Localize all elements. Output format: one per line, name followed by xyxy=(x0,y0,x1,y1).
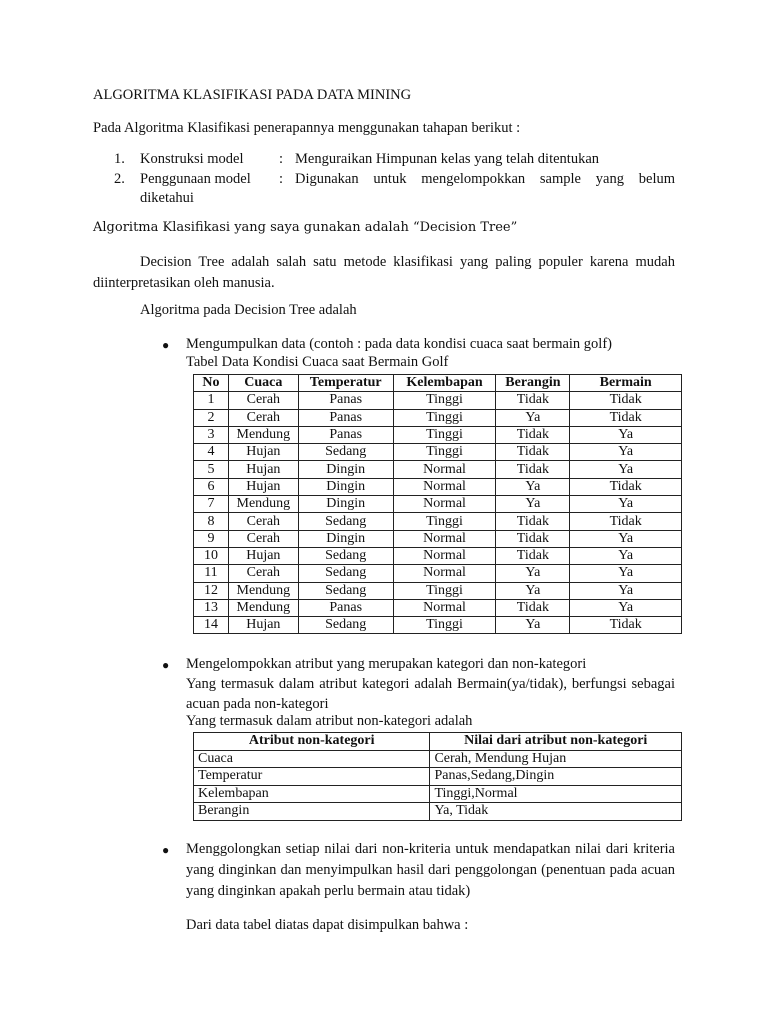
step-2-number: 2. xyxy=(114,171,125,187)
table-cell: Dingin xyxy=(298,478,393,495)
table-cell: Mendung xyxy=(228,599,298,616)
table-row xyxy=(194,409,682,426)
table-cell: Normal xyxy=(393,530,496,547)
column-header: Cuaca xyxy=(228,375,298,392)
table-cell: 2 xyxy=(194,409,229,426)
column-header: Temperatur xyxy=(298,375,393,392)
table-cell: 14 xyxy=(194,617,229,634)
table-cell: Hujan xyxy=(228,478,298,495)
step-1-number: 1. xyxy=(114,151,125,167)
table-cell: Cerah xyxy=(228,409,298,426)
table-1-caption: Tabel Data Kondisi Cuaca saat Bermain Golf xyxy=(186,354,449,370)
table-row xyxy=(194,496,682,513)
bullet-2-icon: ● xyxy=(162,658,170,672)
weather-data-table xyxy=(193,374,682,634)
table-cell: 5 xyxy=(194,461,229,478)
table-cell: Ya xyxy=(570,599,682,616)
table-cell: Cuaca xyxy=(194,750,430,768)
table-cell: Tidak xyxy=(570,513,682,530)
table-cell: Tinggi xyxy=(393,617,496,634)
step-1-name: Konstruksi model xyxy=(140,151,244,167)
table-cell: 1 xyxy=(194,392,229,409)
decision-tree-algorithm-heading: Algoritma pada Decision Tree adalah xyxy=(140,302,357,318)
table-cell: Panas,Sedang,Dingin xyxy=(430,768,682,786)
bullet-2-last-line: Yang termasuk dalam atribut non-kategori adalah xyxy=(186,713,473,729)
table-cell: Cerah xyxy=(228,565,298,582)
table-cell: Sedang xyxy=(298,582,393,599)
table-row xyxy=(194,461,682,478)
table-cell: Tidak xyxy=(496,513,570,530)
table-row xyxy=(194,530,682,547)
table-cell: Berangin xyxy=(194,803,430,821)
table-cell: Ya xyxy=(570,582,682,599)
table-cell: Normal xyxy=(393,478,496,495)
step-2-name: Penggunaan model xyxy=(140,171,251,187)
step-2-description: Digunakan untuk mengelompokkan sample yang belum xyxy=(295,171,675,187)
table-cell: Tinggi xyxy=(393,582,496,599)
table-cell: Normal xyxy=(393,599,496,616)
table-cell: Cerah xyxy=(228,392,298,409)
table-row xyxy=(194,392,682,409)
table-cell: Sedang xyxy=(298,444,393,461)
table-cell: Sedang xyxy=(298,513,393,530)
table-cell: Panas xyxy=(298,426,393,443)
table-cell: 8 xyxy=(194,513,229,530)
table-cell: 6 xyxy=(194,478,229,495)
table-cell: Tidak xyxy=(496,461,570,478)
table-cell: 12 xyxy=(194,582,229,599)
table-cell: Ya xyxy=(496,617,570,634)
intro-text: Pada Algoritma Klasifikasi penerapannya menggunakan tahapan berikut : xyxy=(93,120,521,136)
table-cell: Dingin xyxy=(298,461,393,478)
table-cell: Ya xyxy=(570,461,682,478)
table-cell: Tidak xyxy=(496,392,570,409)
table-cell: Cerah xyxy=(228,513,298,530)
decision-tree-paragraph: Decision Tree adalah salah satu metode klasifikasi yang paling populer karena mudah diinterpretasikan oleh manusia. xyxy=(93,254,675,291)
table-cell: Tidak xyxy=(496,599,570,616)
bullet-2-paragraph: Yang termasuk dalam atribut kategori adalah Bermain(ya/tidak), berfungsi sebagai acuan pada non-kategori xyxy=(186,676,675,712)
table-cell: Mendung xyxy=(228,496,298,513)
table-cell: Tidak xyxy=(570,617,682,634)
table-row xyxy=(194,513,682,530)
table-row xyxy=(194,599,682,616)
step-2-colon: : xyxy=(279,171,284,187)
table-cell: Sedang xyxy=(298,565,393,582)
table-header-row xyxy=(194,733,682,751)
table-cell: Mendung xyxy=(228,426,298,443)
table-row xyxy=(194,750,682,768)
table-cell: Tinggi xyxy=(393,409,496,426)
table-cell: Normal xyxy=(393,547,496,564)
table-cell: Normal xyxy=(393,461,496,478)
table-cell: Hujan xyxy=(228,461,298,478)
table-cell: Tinggi xyxy=(393,444,496,461)
column-header: Bermain xyxy=(570,375,682,392)
column-header: No xyxy=(194,375,229,392)
table-cell: Kelembapan xyxy=(194,785,430,803)
table-cell: Tidak xyxy=(496,530,570,547)
step-2-description-cont: diketahui xyxy=(140,190,194,206)
table-row xyxy=(194,426,682,443)
table-row xyxy=(194,785,682,803)
table-cell: Mendung xyxy=(228,582,298,599)
document-title: ALGORITMA KLASIFIKASI PADA DATA MINING xyxy=(93,87,412,103)
table-row xyxy=(194,768,682,786)
table-cell: Tidak xyxy=(570,409,682,426)
table-cell: Ya xyxy=(570,530,682,547)
table-cell: Ya xyxy=(570,444,682,461)
table-cell: Cerah xyxy=(228,530,298,547)
table-cell: Panas xyxy=(298,599,393,616)
table-cell: Sedang xyxy=(298,547,393,564)
column-header: Nilai dari atribut non-kategori xyxy=(430,733,682,751)
table-cell: Tidak xyxy=(496,444,570,461)
step-1-description: Menguraikan Himpunan kelas yang telah ditentukan xyxy=(295,151,600,167)
table-cell: Ya xyxy=(496,496,570,513)
table-cell: Hujan xyxy=(228,617,298,634)
table-cell: Normal xyxy=(393,496,496,513)
table-row xyxy=(194,565,682,582)
table-cell: Normal xyxy=(393,565,496,582)
table-header-row xyxy=(194,375,682,392)
table-cell: Temperatur xyxy=(194,768,430,786)
table-cell: Dingin xyxy=(298,496,393,513)
column-header: Kelembapan xyxy=(393,375,496,392)
table-cell: Hujan xyxy=(228,444,298,461)
table-cell: 7 xyxy=(194,496,229,513)
bullet-2-text: Mengelompokkan atribut yang merupakan kategori dan non-kategori xyxy=(186,656,587,672)
table-row xyxy=(194,478,682,495)
table-row xyxy=(194,617,682,634)
table-cell: Panas xyxy=(298,392,393,409)
column-header: Atribut non-kategori xyxy=(194,733,430,751)
table-cell: Hujan xyxy=(228,547,298,564)
table-cell: Sedang xyxy=(298,617,393,634)
table-cell: Ya xyxy=(570,547,682,564)
table-cell: Tinggi xyxy=(393,392,496,409)
table-cell: Tinggi,Normal xyxy=(430,785,682,803)
table-cell: Tidak xyxy=(570,392,682,409)
table-cell: 10 xyxy=(194,547,229,564)
table-cell: 11 xyxy=(194,565,229,582)
table-cell: Ya xyxy=(570,496,682,513)
table-cell: Cerah, Mendung Hujan xyxy=(430,750,682,768)
table-cell: 13 xyxy=(194,599,229,616)
table-cell: Ya, Tidak xyxy=(430,803,682,821)
table-cell: Ya xyxy=(496,582,570,599)
table-row xyxy=(194,582,682,599)
table-cell: Tidak xyxy=(570,478,682,495)
algorithm-used-text: Algoritma Klasifikasi yang saya gunakan adalah “Decision Tree” xyxy=(93,220,518,235)
table-cell: Ya xyxy=(496,409,570,426)
table-cell: Ya xyxy=(570,426,682,443)
bullet-1-text: Mengumpulkan data (contoh : pada data kondisi cuaca saat bermain golf) xyxy=(186,336,612,352)
non-category-attribute-table xyxy=(193,732,682,821)
bullet-3-paragraph: Menggolongkan setiap nilai dari non-kriteria untuk mendapatkan nilai dari kriteria yang dinginkan dan menyimpulkan hasil dari penggolongan (penentuan pada acuan yang dinginkan apakah perlu bermain atau tidak) xyxy=(186,841,675,899)
table-cell: Dingin xyxy=(298,530,393,547)
table-row xyxy=(194,547,682,564)
bullet-3-icon: ● xyxy=(162,843,170,857)
table-row xyxy=(194,444,682,461)
table-cell: 4 xyxy=(194,444,229,461)
step-1-colon: : xyxy=(279,151,284,167)
table-cell: Tinggi xyxy=(393,426,496,443)
column-header: Berangin xyxy=(496,375,570,392)
bullet-1-icon: ● xyxy=(162,338,170,352)
table-cell: Tinggi xyxy=(393,513,496,530)
table-row xyxy=(194,803,682,821)
table-cell: Ya xyxy=(496,565,570,582)
table-cell: 3 xyxy=(194,426,229,443)
table-cell: Ya xyxy=(496,478,570,495)
conclusion-text: Dari data tabel diatas dapat disimpulkan bahwa : xyxy=(186,917,469,933)
table-cell: 9 xyxy=(194,530,229,547)
table-cell: Panas xyxy=(298,409,393,426)
table-cell: Ya xyxy=(570,565,682,582)
table-cell: Tidak xyxy=(496,426,570,443)
table-cell: Tidak xyxy=(496,547,570,564)
